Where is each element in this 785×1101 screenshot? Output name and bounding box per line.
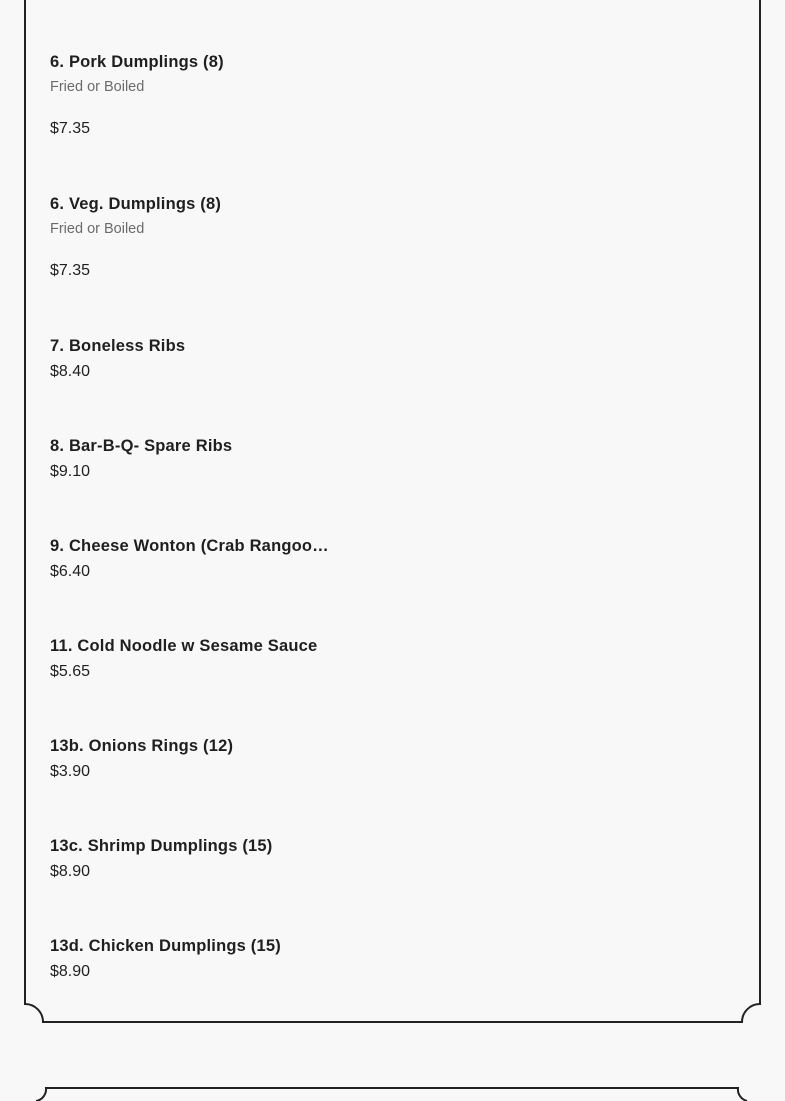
item-price: $6.40 <box>50 563 91 580</box>
menu-card <box>24 0 761 1024</box>
item-price: $8.40 <box>50 363 91 380</box>
item-price: $8.90 <box>50 963 91 980</box>
item-name: 6. Pork Dumplings (8) <box>50 53 224 71</box>
menu-item[interactable] <box>50 194 350 281</box>
menu-item[interactable] <box>50 736 350 782</box>
item-name: 6. Veg. Dumplings (8) <box>50 195 222 213</box>
item-name: 7. Boneless Ribs <box>50 337 186 355</box>
item-name: 8. Bar-B-Q- Spare Ribs <box>50 437 233 455</box>
menu-item[interactable] <box>50 636 350 682</box>
item-price: $9.10 <box>50 463 91 480</box>
next-menu-card-frame <box>36 1087 748 1101</box>
item-price: $5.65 <box>50 663 91 680</box>
item-price: $7.35 <box>50 262 91 279</box>
item-name: 11. Cold Noodle w Sesame Sauce <box>50 637 318 655</box>
item-name: 13c. Shrimp Dumplings (15) <box>50 837 273 855</box>
item-price: $8.90 <box>50 863 91 880</box>
menu-item[interactable] <box>50 336 350 382</box>
item-name: 13d. Chicken Dumplings (15) <box>50 937 281 955</box>
item-name: 9. Cheese Wonton (Crab Rangoo… <box>50 537 329 555</box>
item-price: $3.90 <box>50 763 91 780</box>
menu-item[interactable] <box>50 836 350 882</box>
menu-item[interactable] <box>50 52 350 139</box>
menu-item[interactable] <box>50 436 350 482</box>
item-name: 13b. Onions Rings (12) <box>50 737 234 755</box>
item-description: Fried or Boiled <box>50 221 145 237</box>
item-description: Fried or Boiled <box>50 79 145 95</box>
menu-item[interactable] <box>50 536 350 582</box>
item-price: $7.35 <box>50 120 91 137</box>
menu-item[interactable] <box>50 936 350 982</box>
next-menu-card <box>36 1087 748 1101</box>
